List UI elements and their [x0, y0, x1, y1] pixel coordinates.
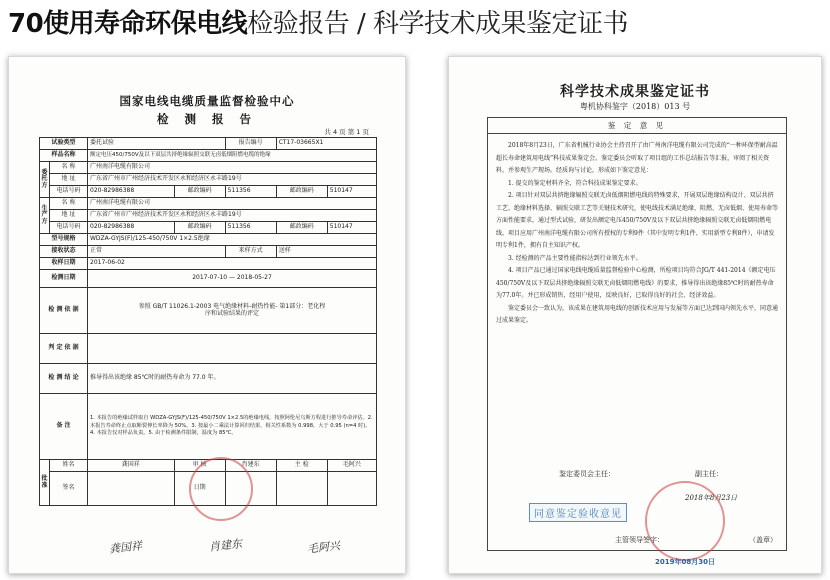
date-label: 日期: [174, 472, 225, 506]
leader-label: 主管领导签字：: [615, 536, 664, 544]
basis-label: 检 测 依 据: [40, 288, 88, 334]
judge-label: 判 定 依 据: [40, 334, 88, 364]
basis-value: 参照 GB/T 11026.1-2003 电气绝缘材料-耐热性能- 第1部分：老化程序和试验结果的评定: [88, 288, 377, 334]
table-row: [40, 138, 377, 150]
red-seal-stamp: [189, 457, 253, 521]
approver-name: 龚国祥: [88, 460, 175, 472]
client-name-value: 广州南洋电缆有限公司: [88, 162, 377, 174]
red-seal-stamp: [645, 481, 725, 561]
table-row: [40, 198, 377, 210]
signature-cell: [327, 472, 376, 506]
table-row: [40, 234, 377, 246]
seal-label: （盖章）: [749, 536, 777, 544]
certificate-title: 科学技术成果鉴定证书: [560, 84, 710, 100]
table-row: [40, 394, 377, 460]
maker-addr-value: 广东省广州市广州经济技术开发区永和经济区永丰路19号: [88, 210, 377, 222]
report-title: 检 测 报 告: [156, 112, 257, 126]
chair-label: 鉴定委员会主任：: [559, 470, 615, 478]
table-row: [40, 364, 377, 394]
page-headline: [8, 4, 628, 44]
client-tel-label: 电话号码: [50, 186, 88, 198]
table-row: [40, 288, 377, 334]
main-tester-label: 主 检: [276, 460, 327, 472]
sample-way-value: 送样: [276, 246, 376, 258]
maker-zip-value: 511356: [225, 222, 276, 234]
model-value: WDZA-GYJS(F)/125-450/750V 1×2.5绝缘: [88, 234, 377, 246]
sample-name-value: 额定电压450/750V及以下双层共挤绝缘辐照交联无卤低烟阻燃电缆的绝缘: [88, 150, 377, 162]
client-fax-label: 邮政编码: [276, 186, 327, 198]
opinion-paragraph: 4. 项目产品已通过国家电线电缆质量监督检验中心检测，所检项目均符合JG/T 441-2014《额定电压450/750V及以下双层共挤绝缘辐照交联无卤低烟阻燃电线》的要求，推导得出该绝缘85℃时的耐热寿命为77.0年。并已形成销售，经用户使用，反映良好，已取得良好的社会、经济效益。: [496, 267, 776, 299]
opinion-heading: 鉴 定 意 见: [488, 118, 786, 134]
test-date-value: 2017-07-10 — 2018-05-27: [88, 270, 377, 288]
received-date-label: 收样日期: [40, 258, 88, 270]
opinion-body: [488, 134, 786, 328]
approver-signature: 龚国祥: [108, 539, 143, 556]
table-row: [40, 162, 377, 174]
table-row: [40, 270, 377, 288]
checker-label: 审 核: [174, 460, 225, 472]
certificate-opinion-box: [487, 117, 787, 551]
main-tester-name: 毛阿兴: [327, 460, 376, 472]
vice-chair-label: 副主任：: [695, 470, 723, 478]
report-table: [39, 137, 377, 506]
table-row: [40, 258, 377, 270]
report-no-value: CT17-03665X1: [276, 138, 376, 150]
sign-label: 签名: [50, 472, 88, 506]
maker-name-label: 名 称: [50, 198, 88, 210]
checker-signature: 肖建东: [208, 537, 243, 554]
judge-value: [88, 334, 377, 364]
test-date-label: 检测日期: [40, 270, 88, 288]
certificate-number: 粤机协科鉴字（2018）013 号: [579, 102, 691, 111]
client-fax-value: 510147: [327, 186, 376, 198]
maker-addr-label: 地 址: [50, 210, 88, 222]
maker-tel-value: 020-82986388: [88, 222, 175, 234]
conclusion-value: 推导得出该绝缘 85℃时的耐热寿命为 77.0 年。: [88, 364, 377, 394]
table-row: [40, 334, 377, 364]
client-addr-label: 地 址: [50, 174, 88, 186]
maker-zip-label: 邮政编码: [174, 222, 225, 234]
model-label: 型号规格: [40, 234, 88, 246]
client-zip-label: 邮政编码: [174, 186, 225, 198]
approver-name-label: 姓名: [50, 460, 88, 472]
maker-fax-label: 邮政编码: [276, 222, 327, 234]
maker-tel-label: 电话号码: [50, 222, 88, 234]
signature-cell: [88, 472, 175, 506]
client-name-label: 名 称: [50, 162, 88, 174]
tester-signature: 毛阿兴: [306, 539, 341, 556]
maker-name-value: 广州南洋电缆有限公司: [88, 198, 377, 210]
client-group-label: 委托方: [40, 162, 50, 198]
checker-name: 肖建东: [225, 460, 276, 472]
opinion-paragraph: 鉴定委员会一致认为，该成果在建筑用电线的创新技术应用与发展等方面已达到国内领先水平，同意通过成果鉴定。: [496, 304, 779, 324]
remark-value: 1. 本报告的绝缘试样取自 WDZA-GYJS(F)/125-450/750V 1×2.5的绝缘电线。按照阿伦尼乌斯方程进行推导寿命评估。2. 本报告寿命终止点取断裂伸长率降为 50%。3. 按最小二乘法计算回归结果，相关性系数为 0.998，大于 0.95 (n=4 时)。4. 本报告仅对样品负责。5. 由于检测条件限制，温度为 85℃。: [88, 394, 377, 460]
test-type-value: 委托试验: [88, 138, 226, 150]
sign-date: 2018年8月23日: [685, 494, 738, 502]
maker-fax-value: 510147: [327, 222, 376, 234]
client-tel-value: 020-82986388: [88, 186, 175, 198]
sample-way-label: 来样方式: [225, 246, 276, 258]
received-state-label: 接收状态: [40, 246, 88, 258]
headline-light: 检验报告 / 科学技术成果鉴定证书: [247, 9, 628, 39]
opinion-paragraph: 2. 项目针对双层共挤绝缘辐照交联无卤低烟阻燃电线的特殊要求，开展双层绝缘结构设计、双层共挤工艺、绝缘材料选择、辐照交联工艺等关键技术研究，使电线技术满足绝缘、阻燃、无卤低烟、使用寿命等方面性能要求，通过型式试验，研发出额定电压450/750V及以下双层共挤绝缘辐照交联无卤低烟阻燃电线。项目应用广州南洋电缆有限公司所有授权的专利9件（其中发明专利1件、实用新型专利8件），申请发明专利1件，拥有自主知识产权。: [496, 192, 779, 249]
received-state-value: 正常: [88, 246, 226, 258]
report-page-info: 共 4 页 第 1 页: [324, 128, 369, 136]
table-row: [40, 150, 377, 162]
table-row: [40, 246, 377, 258]
approved-stamp: 同意鉴定验收意见: [529, 503, 627, 522]
conclusion-label: 检 测 结 论: [40, 364, 88, 394]
approver-label: 批 准: [40, 460, 50, 506]
opinion-paragraph: 3. 经检测的产品主要性能指标达到行业领先水平。: [508, 254, 642, 262]
certificate-document: [448, 56, 822, 574]
headline-bold: 70使用寿命环保电线: [8, 9, 248, 39]
signature-cell: [276, 472, 327, 506]
blue-date-stamp: 2019年08月30日: [655, 558, 715, 566]
remark-label: 备 注: [40, 394, 88, 460]
opinion-paragraph: 2018年8月23日，广东省机械行业协会主持召开了由广州南洋电缆有限公司完成的“一种环保型耐高温超长寿命建筑用电线”科技成果鉴定会。鉴定委员会听取了项目组的工作总结报告等汇报，审阅了相关资料，并参观生产现场。经质询与讨论，形成如下鉴定意见：: [496, 142, 778, 174]
client-addr-value: 广东省广州市广州经济技术开发区永和经济区永丰路19号: [88, 174, 377, 186]
table-row: [40, 174, 377, 186]
test-type-label: 试验类型: [40, 138, 88, 150]
received-date-value: 2017-06-02: [88, 258, 377, 270]
report-org: 国家电线电缆质量监督检验中心: [119, 94, 295, 108]
maker-group-label: 生产方: [40, 198, 50, 234]
client-zip-value: 511356: [225, 186, 276, 198]
opinion-paragraph: 1. 提交的鉴定材料齐全，符合科技成果鉴定要求。: [508, 179, 642, 187]
report-no-label: 报告编号: [225, 138, 276, 150]
sample-name-label: 样品名称: [40, 150, 88, 162]
table-row: [40, 222, 377, 234]
table-row: [40, 186, 377, 198]
test-report-document: [8, 56, 406, 574]
table-row: [40, 210, 377, 222]
